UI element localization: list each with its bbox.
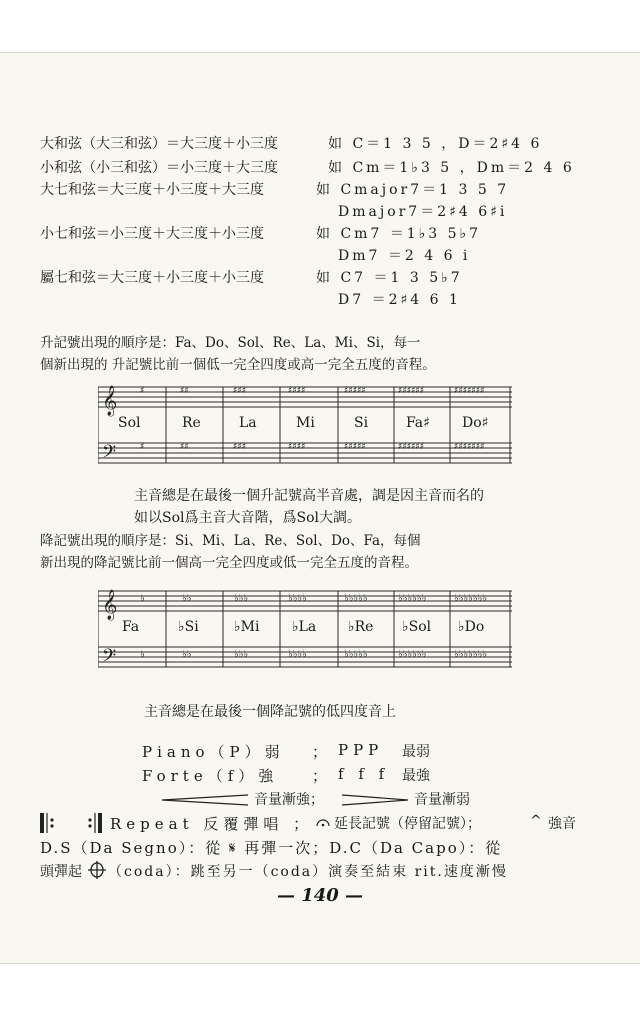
- svg-text:♭♭♭♭♭: ♭♭♭♭♭: [344, 649, 368, 660]
- chord-d7-example: D7 ＝2♯4 6 1: [338, 292, 461, 308]
- svg-text:♭♭♭♭: ♭♭♭♭: [288, 649, 307, 660]
- chord-dm7-example: Dm7 ＝2 4 6 i: [338, 248, 471, 264]
- key-name: Fa♯: [406, 415, 430, 431]
- svg-text:♯♯♯♯♯♯: ♯♯♯♯♯♯: [398, 386, 425, 396]
- flat-keys-staff: [98, 587, 512, 673]
- flats-order-line-2: 新出現的降記號比前一個高一完全四度或低一完全五度的音程。: [40, 555, 418, 571]
- dynamics-fff-desc: 最強: [402, 768, 430, 784]
- svg-text:♭♭♭: ♭♭♭: [234, 593, 249, 604]
- svg-text:♯♯♯♯♯: ♯♯♯♯♯: [344, 442, 366, 452]
- key-name: ♭Si: [178, 619, 199, 635]
- svg-text:♭♭♭♭♭♭♭: ♭♭♭♭♭♭♭: [454, 593, 488, 604]
- sharp-keys-staff: [98, 383, 512, 469]
- chord-dmajor7-example: Dmajor7＝2♯4 6♯i: [338, 204, 508, 220]
- svg-text:𝄞: 𝄞: [102, 386, 118, 416]
- key-name: ♭La: [292, 619, 317, 635]
- svg-text:♭: ♭: [140, 649, 145, 660]
- svg-text:♯♯♯♯♯: ♯♯♯♯♯: [344, 386, 366, 396]
- page-number: — 140 —: [276, 885, 364, 906]
- coda-text-rest: （coda）：跳至另一（coda）演奏至結束 rit.速度漸慢: [108, 864, 508, 880]
- ds-dc-text: D.S（Da Segno）：從 𝄋 再彈一次；D.C（Da Capo）：從: [40, 839, 503, 857]
- flats-order-line-1: 降記號出現的順序是：Si、Mi、La、Re、Sol、Do、Fa，每個: [40, 533, 421, 549]
- accent-mark: ^: [530, 813, 542, 829]
- svg-text:♯: ♯: [140, 386, 145, 396]
- key-name: Sol: [118, 415, 141, 431]
- dynamics-sep: ；: [312, 743, 328, 761]
- key-name: ♭Mi: [234, 619, 260, 635]
- svg-text:♭♭♭♭♭: ♭♭♭♭♭: [344, 593, 368, 604]
- svg-text:♭♭♭♭: ♭♭♭♭: [288, 593, 307, 604]
- svg-text:♭: ♭: [140, 593, 145, 604]
- key-name: ♭Do: [458, 619, 485, 635]
- svg-text:𝄞: 𝄞: [102, 590, 118, 620]
- scanned-page: [0, 52, 640, 964]
- svg-text:♭♭♭♭♭♭: ♭♭♭♭♭♭: [398, 593, 427, 604]
- dynamics-fff-symbol: f f f: [338, 765, 390, 783]
- chord-major-label: 大和弦（大三和弦）＝大三度＋小三度: [40, 136, 278, 152]
- svg-text:♯♯♯: ♯♯♯: [233, 442, 247, 452]
- svg-text:♯♯: ♯♯: [180, 442, 189, 452]
- sharps-tonic-note-1: 主音總是在最後一個升記號高半音處，調是因主音而名的: [134, 488, 484, 504]
- key-name: ♭Sol: [402, 619, 432, 635]
- svg-text:♯: ♯: [140, 442, 145, 452]
- key-name: ♭Re: [348, 619, 374, 635]
- decrescendo-icon: [340, 793, 410, 807]
- coda-text-start: 頭彈起: [40, 864, 82, 880]
- dynamics-ppp-desc: 最弱: [402, 744, 430, 760]
- svg-text:♭♭: ♭♭: [182, 593, 192, 604]
- key-name: Fa: [122, 619, 140, 635]
- svg-text:♭♭♭♭♭♭♭: ♭♭♭♭♭♭♭: [454, 649, 488, 660]
- coda-icon: [88, 861, 106, 879]
- svg-text:♭♭♭♭♭♭: ♭♭♭♭♭♭: [398, 649, 427, 660]
- key-name: Mi: [296, 415, 315, 431]
- svg-text:♯♯: ♯♯: [180, 386, 189, 396]
- sharps-tonic-note-2: 如以Sol爲主音大音階，爲Sol大調。: [134, 510, 361, 526]
- repeat-text: Repeat 反覆彈唱 ；: [110, 815, 314, 833]
- chord-cm7-example: 如 Cm7 ＝1♭3 5♭7: [316, 226, 482, 242]
- chord-c7-example: 如 C7 ＝1 3 5♭7: [316, 270, 463, 286]
- decrescendo-label: 音量漸弱: [414, 792, 470, 808]
- sharps-order-line-1: 升記號出現的順序是：Fa、Do、Sol、Re、La、Mi、Si，每一: [40, 335, 421, 351]
- chord-minor7-label: 小七和弦＝小三度＋大三度＋小三度: [40, 226, 264, 242]
- chord-major7-example: 如 Cmajor7＝1 3 5 7: [316, 182, 510, 198]
- chord-minor-example: 如 Cm＝1♭3 5 ，Dm＝2 4 6: [328, 160, 575, 176]
- key-name: Do♯: [462, 415, 489, 431]
- svg-text:♭♭♭: ♭♭♭: [234, 649, 249, 660]
- flats-tonic-note: 主音總是在最後一個降記號的低四度音上: [144, 704, 396, 720]
- chord-minor-label: 小和弦（小三和弦）＝小三度＋大三度: [40, 160, 278, 176]
- dynamics-ppp-symbol: PPP: [338, 741, 384, 759]
- svg-text:♯♯♯♯: ♯♯♯♯: [288, 386, 306, 396]
- chord-major-example: 如 C＝1 3 5 ，D＝2♯4 6: [328, 136, 543, 152]
- svg-text:♯♯♯♯♯♯♯: ♯♯♯♯♯♯♯: [454, 386, 485, 396]
- dynamics-piano-term: Piano（P）弱: [142, 743, 285, 761]
- sharps-order-line-2: 個新出現的 升記號比前一個低一完全四度或高一完全五度的音程。: [40, 357, 436, 373]
- fermata-text: 延長記號（停留記號）；: [334, 816, 481, 832]
- svg-text:♯♯♯♯: ♯♯♯♯: [288, 442, 306, 452]
- crescendo-icon: [160, 793, 250, 807]
- crescendo-label: 音量漸強；: [254, 792, 324, 808]
- svg-text:𝄢: 𝄢: [102, 442, 117, 467]
- dynamics-forte-term: Forte（f）強: [142, 767, 279, 785]
- key-name: Si: [354, 415, 369, 431]
- svg-text:♯♯♯♯♯♯♯: ♯♯♯♯♯♯♯: [454, 442, 485, 452]
- key-name: Re: [182, 415, 201, 431]
- key-name: La: [239, 415, 257, 431]
- svg-text:♭♭: ♭♭: [182, 649, 192, 660]
- svg-text:♯♯♯♯♯♯: ♯♯♯♯♯♯: [398, 442, 425, 452]
- dynamics-sep: ；: [312, 767, 328, 785]
- chord-dominant7-label: 屬七和弦＝大三度＋小三度＋小三度: [40, 270, 264, 286]
- svg-text:♯♯♯: ♯♯♯: [233, 386, 247, 396]
- fermata-icon: [316, 817, 330, 827]
- repeat-sign-icon: [38, 811, 108, 835]
- chord-major7-label: 大七和弦＝大三度＋小三度＋大三度: [40, 182, 264, 198]
- accent-label: 強音: [548, 816, 576, 832]
- svg-text:𝄢: 𝄢: [102, 646, 117, 671]
